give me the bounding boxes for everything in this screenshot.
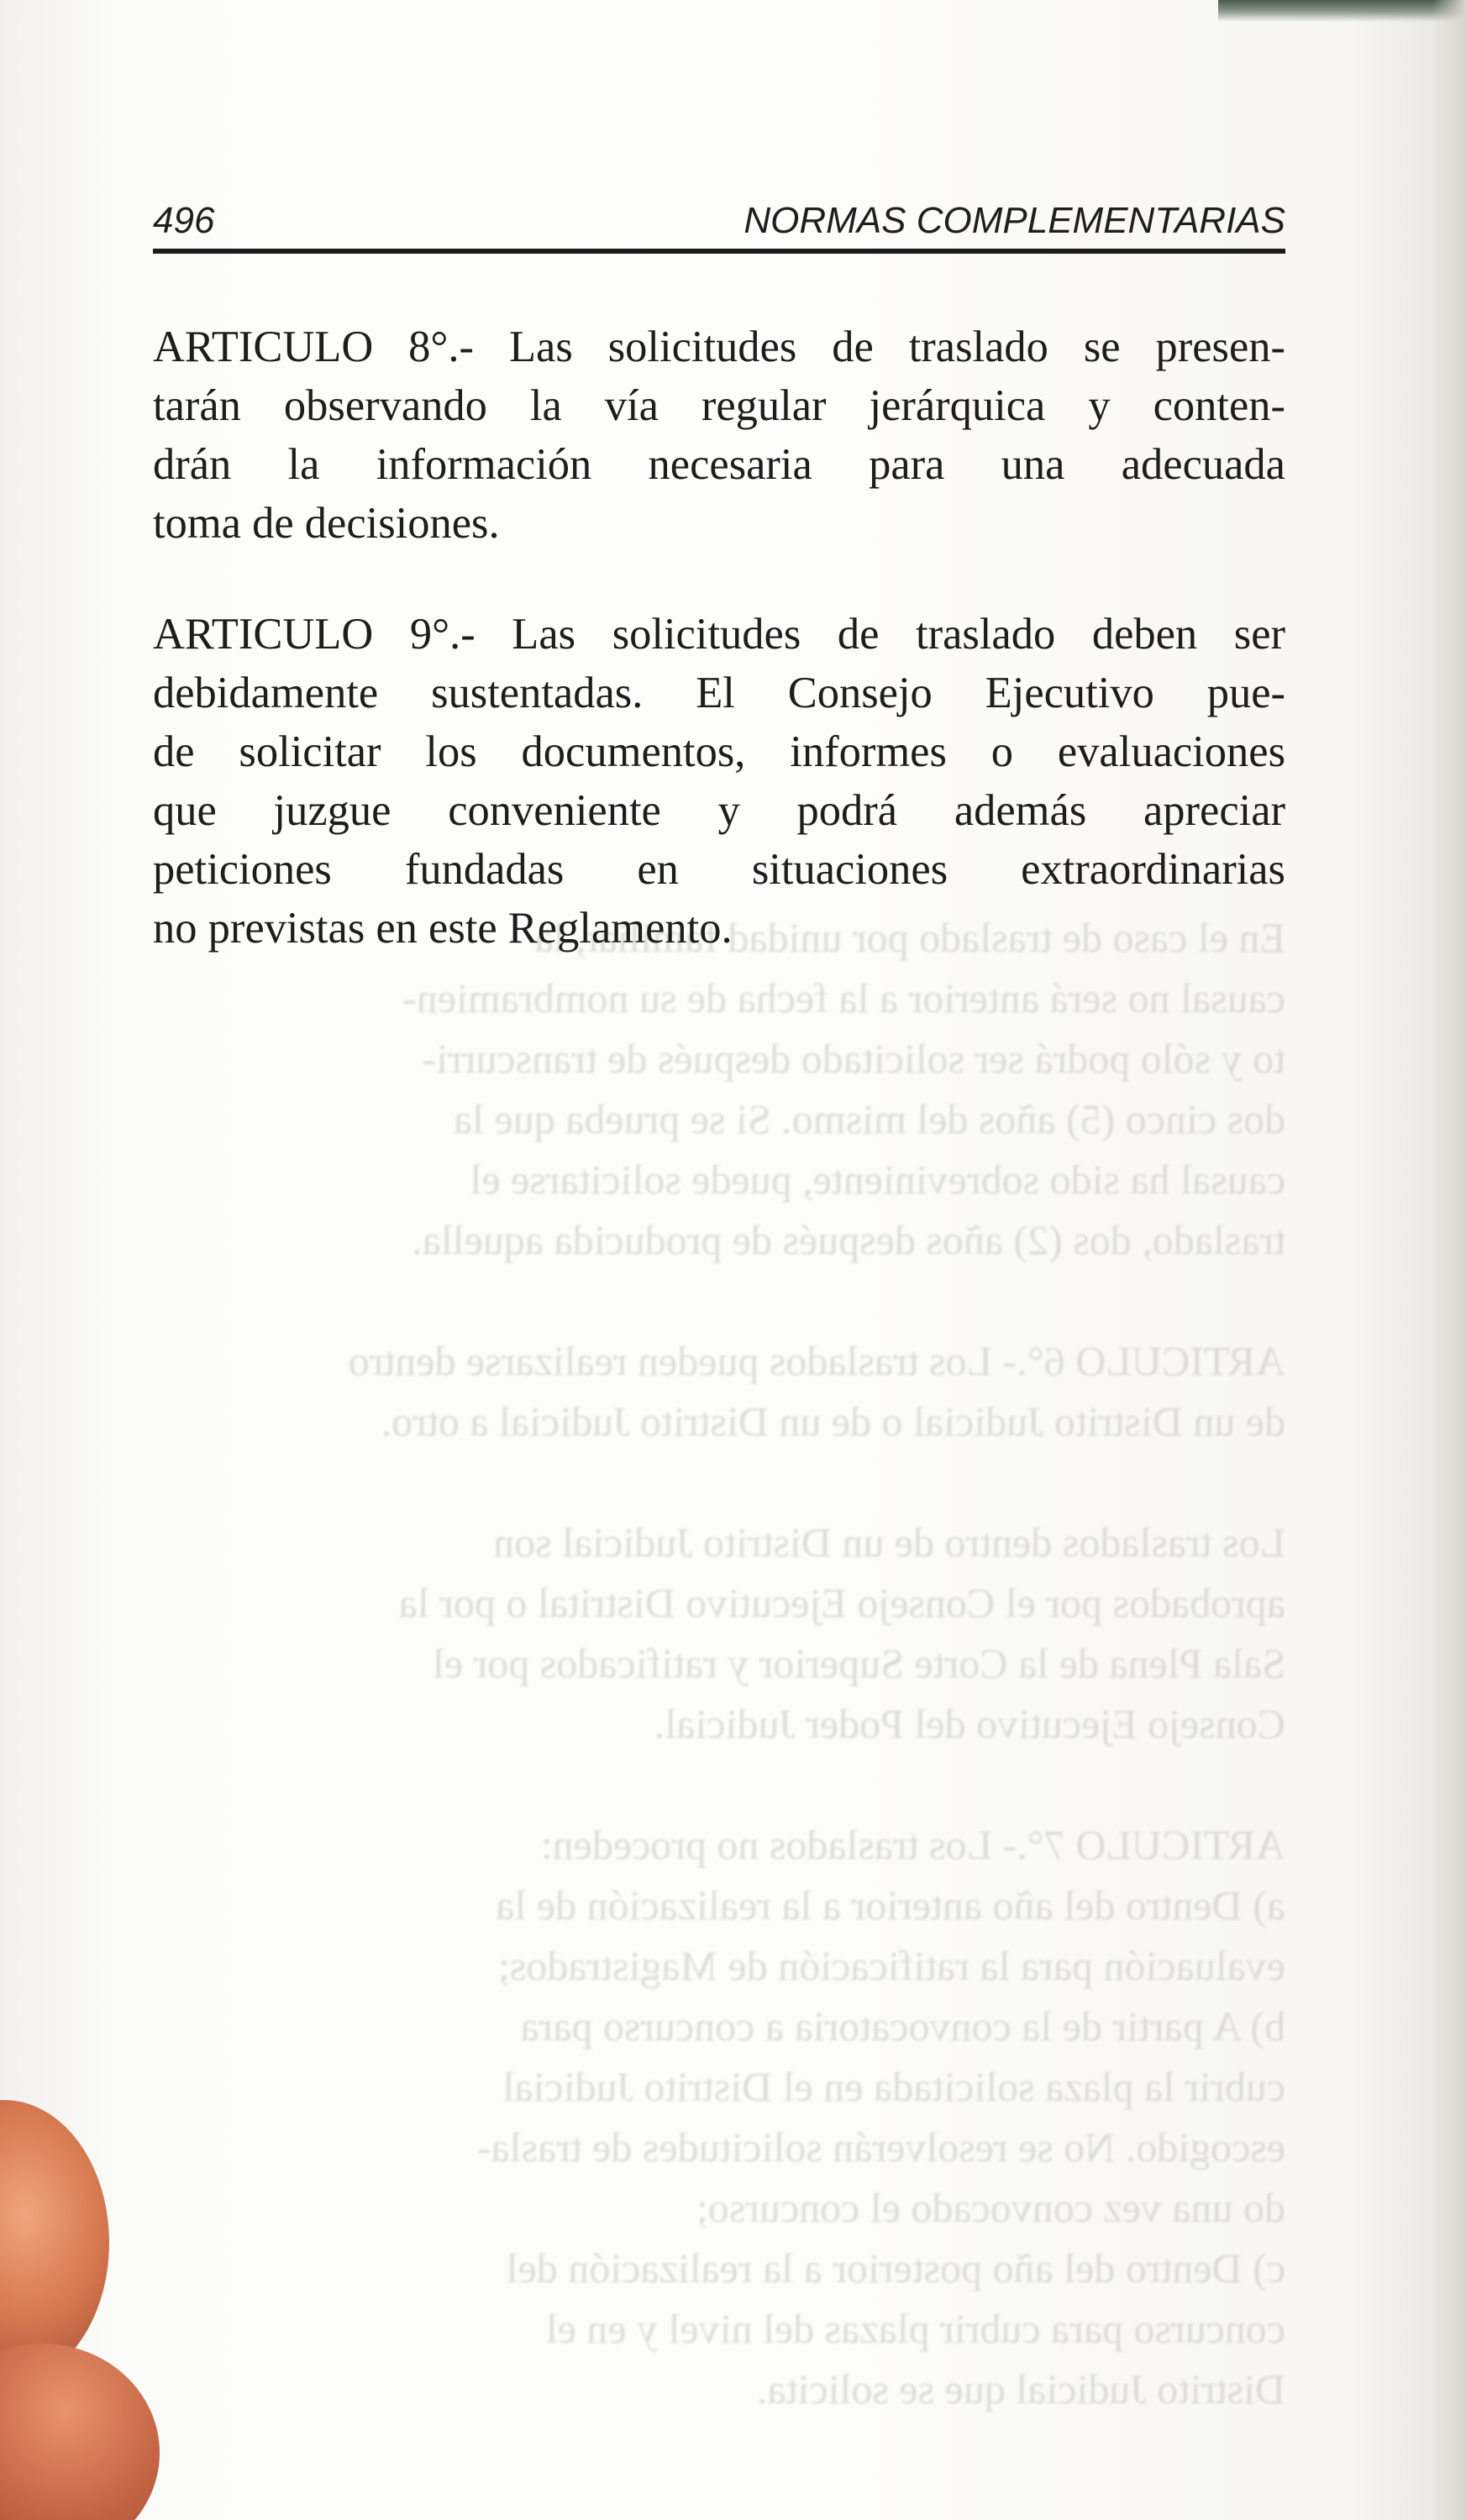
- text-line: que juzgue conveniente y podrá además apreciar: [153, 786, 1285, 835]
- bleed-through-line: c) Dentro del año posterior a la realización del: [506, 2244, 1285, 2292]
- running-header: [153, 190, 1285, 254]
- thumb-finger-lower: [0, 2344, 160, 2520]
- text-line: tarán observando la vía regular jerárquica y conten-: [153, 381, 1285, 430]
- bleed-through-line: ARTICULO 6°.- Los traslados pueden realizarse dentro: [348, 1337, 1285, 1384]
- bleed-through-line: aprobados por el Consejo Ejecutivo Distrital o por la: [398, 1579, 1285, 1626]
- text-line: ARTICULO 9°.- Las solicitudes de traslado deben ser: [153, 610, 1285, 659]
- page-top-shadow: [1218, 0, 1466, 22]
- bleed-through-line: cubrir la plaza solicitada en el Distrito Judicial: [502, 2063, 1285, 2110]
- bleed-through-line: do una vez convocado el concurso;: [696, 2184, 1285, 2231]
- page-number: 496: [153, 200, 215, 241]
- section-title: NORMAS COMPLEMENTARIAS: [744, 200, 1285, 241]
- bleed-through-line: ARTICULO 7°.- Los traslados no proceden:: [540, 1821, 1285, 1868]
- text-line: de solicitar los documentos, informes o evaluaciones: [153, 727, 1285, 776]
- bleed-through-line: to y sólo podrá ser solicitado después de transcurri-: [422, 1035, 1285, 1082]
- thumb-finger: [0, 2100, 109, 2386]
- bleed-through-line: b) A partir de la convocatoria a concurso para: [520, 2003, 1285, 2050]
- bleed-through-line: Consejo Ejecutivo del Poder Judicial.: [654, 1700, 1285, 1747]
- bleed-through-line: [153, 1270, 1285, 1331]
- bleed-through-line: de un Distrito Judicial o de un Distrito Judicial a otro.: [381, 1398, 1285, 1445]
- text-line: debidamente sustentadas. El Consejo Ejecutivo pue-: [153, 669, 1285, 717]
- text-line: ARTICULO 8°.- Las solicitudes de traslado se presen-: [153, 323, 1285, 371]
- bleed-through-line: escogido. No se resolverán solicitudes de trasla-: [476, 2124, 1285, 2171]
- page-right-edge: [1432, 0, 1466, 2520]
- bleed-through-line: Los traslados dentro de un Distrito Judicial son: [493, 1519, 1285, 1566]
- bleed-through-line: En el caso de traslado por unidad familiar, la: [534, 914, 1285, 961]
- bleed-through-text: [153, 907, 1285, 2419]
- bleed-through-line: Sala Plena de la Corte Superior y ratificados por el: [433, 1640, 1285, 1687]
- bleed-through-line: Distrito Judicial que se solicita.: [756, 2365, 1285, 2412]
- text-line: toma de decisiones.: [153, 499, 500, 548]
- article-8: [153, 318, 1285, 553]
- text-line: drán la información necesaria para una adecuada: [153, 440, 1285, 489]
- body-text: [153, 318, 1285, 1010]
- bleed-through-line: [153, 1754, 1285, 1814]
- text-line: no previstas en este Reglamento.: [153, 904, 733, 953]
- bleed-through-line: traslado, dos (2) años después de producida aquella.: [412, 1216, 1285, 1263]
- bleed-through-line: dos cinco (5) años del mismo. Si se prueba que la: [453, 1095, 1285, 1142]
- bleed-through-line: a) Dentro del año anterior a la realización de la: [496, 1882, 1285, 1929]
- bleed-through-line: evaluación para la ratificación de Magistrados;: [497, 1942, 1285, 1989]
- bleed-through-line: causal ha sido sobreviniente, puede solicitarse el: [470, 1156, 1285, 1203]
- bleed-through-line: [153, 1452, 1285, 1512]
- text-line: peticiones fundadas en situaciones extraordinarias: [153, 845, 1285, 894]
- bleed-through-line: causal no será anterior a la fecha de su nombramien-: [402, 974, 1285, 1021]
- bleed-through-line: concurso para cubrir plazas del nivel y en el: [545, 2305, 1285, 2352]
- article-9: [153, 605, 1285, 958]
